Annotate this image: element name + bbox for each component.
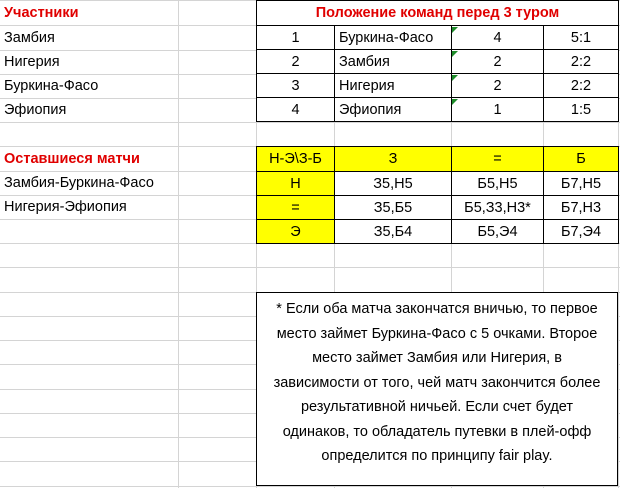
standings-goals[interactable]: 1:5: [544, 98, 619, 122]
standings-points[interactable]: 4: [452, 26, 544, 50]
scenario-cell[interactable]: З5,Б5: [335, 196, 452, 220]
footnote-textbox[interactable]: * Если оба матча закончатся вничью, то первое место займет Буркина-Фасо с 5 очками. Второе место займет Замбия или Нигерия, в зависимости от того, чей матч закончится более результативной ничьей. Если счет будет одинаков, то обладатель путевки в плей-офф определится по принципу fair play.: [256, 292, 618, 486]
standings-header: Положение команд перед 3 туром: [256, 0, 619, 26]
gridline: [178, 0, 179, 488]
standings-team[interactable]: Эфиопия: [335, 98, 452, 122]
gridline: [0, 267, 620, 268]
scenario-cell[interactable]: Б5,Н5: [452, 172, 544, 196]
error-indicator-icon: [452, 75, 458, 81]
standings-goals[interactable]: 5:1: [544, 26, 619, 50]
scenario-col-header[interactable]: =: [452, 146, 544, 172]
scenario-corner-header[interactable]: Н-Э\З-Б: [256, 146, 335, 172]
scenario-cell[interactable]: Б7,Э4: [544, 220, 619, 244]
scenario-col-header[interactable]: З: [335, 146, 452, 172]
error-indicator-icon: [452, 51, 458, 57]
standings-points[interactable]: 2: [452, 50, 544, 74]
standings-goals[interactable]: 2:2: [544, 50, 619, 74]
participant-team[interactable]: Замбия: [4, 30, 55, 46]
scenario-cell[interactable]: З5,Б4: [335, 220, 452, 244]
standings-team[interactable]: Нигерия: [335, 74, 452, 98]
scenario-row-header[interactable]: Н: [256, 172, 335, 196]
error-indicator-icon: [452, 99, 458, 105]
standings-team[interactable]: Замбия: [335, 50, 452, 74]
scenario-cell[interactable]: З5,Н5: [335, 172, 452, 196]
gridline: [0, 486, 620, 487]
scenario-col-header[interactable]: Б: [544, 146, 619, 172]
remaining-match[interactable]: Замбия-Буркина-Фасо: [4, 175, 154, 191]
participant-team[interactable]: Эфиопия: [4, 102, 67, 118]
standings-place[interactable]: 3: [256, 74, 335, 98]
participant-team[interactable]: Буркина-Фасо: [4, 78, 99, 94]
scenario-row-header[interactable]: Э: [256, 220, 335, 244]
participants-header: Участники: [4, 5, 79, 21]
standings-place[interactable]: 4: [256, 98, 335, 122]
remaining-header: Оставшиеся матчи: [4, 151, 140, 167]
gridline: [0, 122, 620, 123]
standings-points[interactable]: 2: [452, 74, 544, 98]
standings-team[interactable]: Буркина-Фасо: [335, 26, 452, 50]
scenario-row-header[interactable]: =: [256, 196, 335, 220]
scenario-cell[interactable]: Б5,З3,Н3*: [452, 196, 544, 220]
standings-place[interactable]: 2: [256, 50, 335, 74]
standings-goals[interactable]: 2:2: [544, 74, 619, 98]
error-indicator-icon: [452, 27, 458, 33]
remaining-match[interactable]: Нигерия-Эфиопия: [4, 199, 127, 215]
scenario-cell[interactable]: Б7,Н3: [544, 196, 619, 220]
standings-points[interactable]: 1: [452, 98, 544, 122]
standings-place[interactable]: 1: [256, 26, 335, 50]
scenario-cell[interactable]: Б7,Н5: [544, 172, 619, 196]
participant-team[interactable]: Нигерия: [4, 54, 60, 70]
scenario-cell[interactable]: Б5,Э4: [452, 220, 544, 244]
